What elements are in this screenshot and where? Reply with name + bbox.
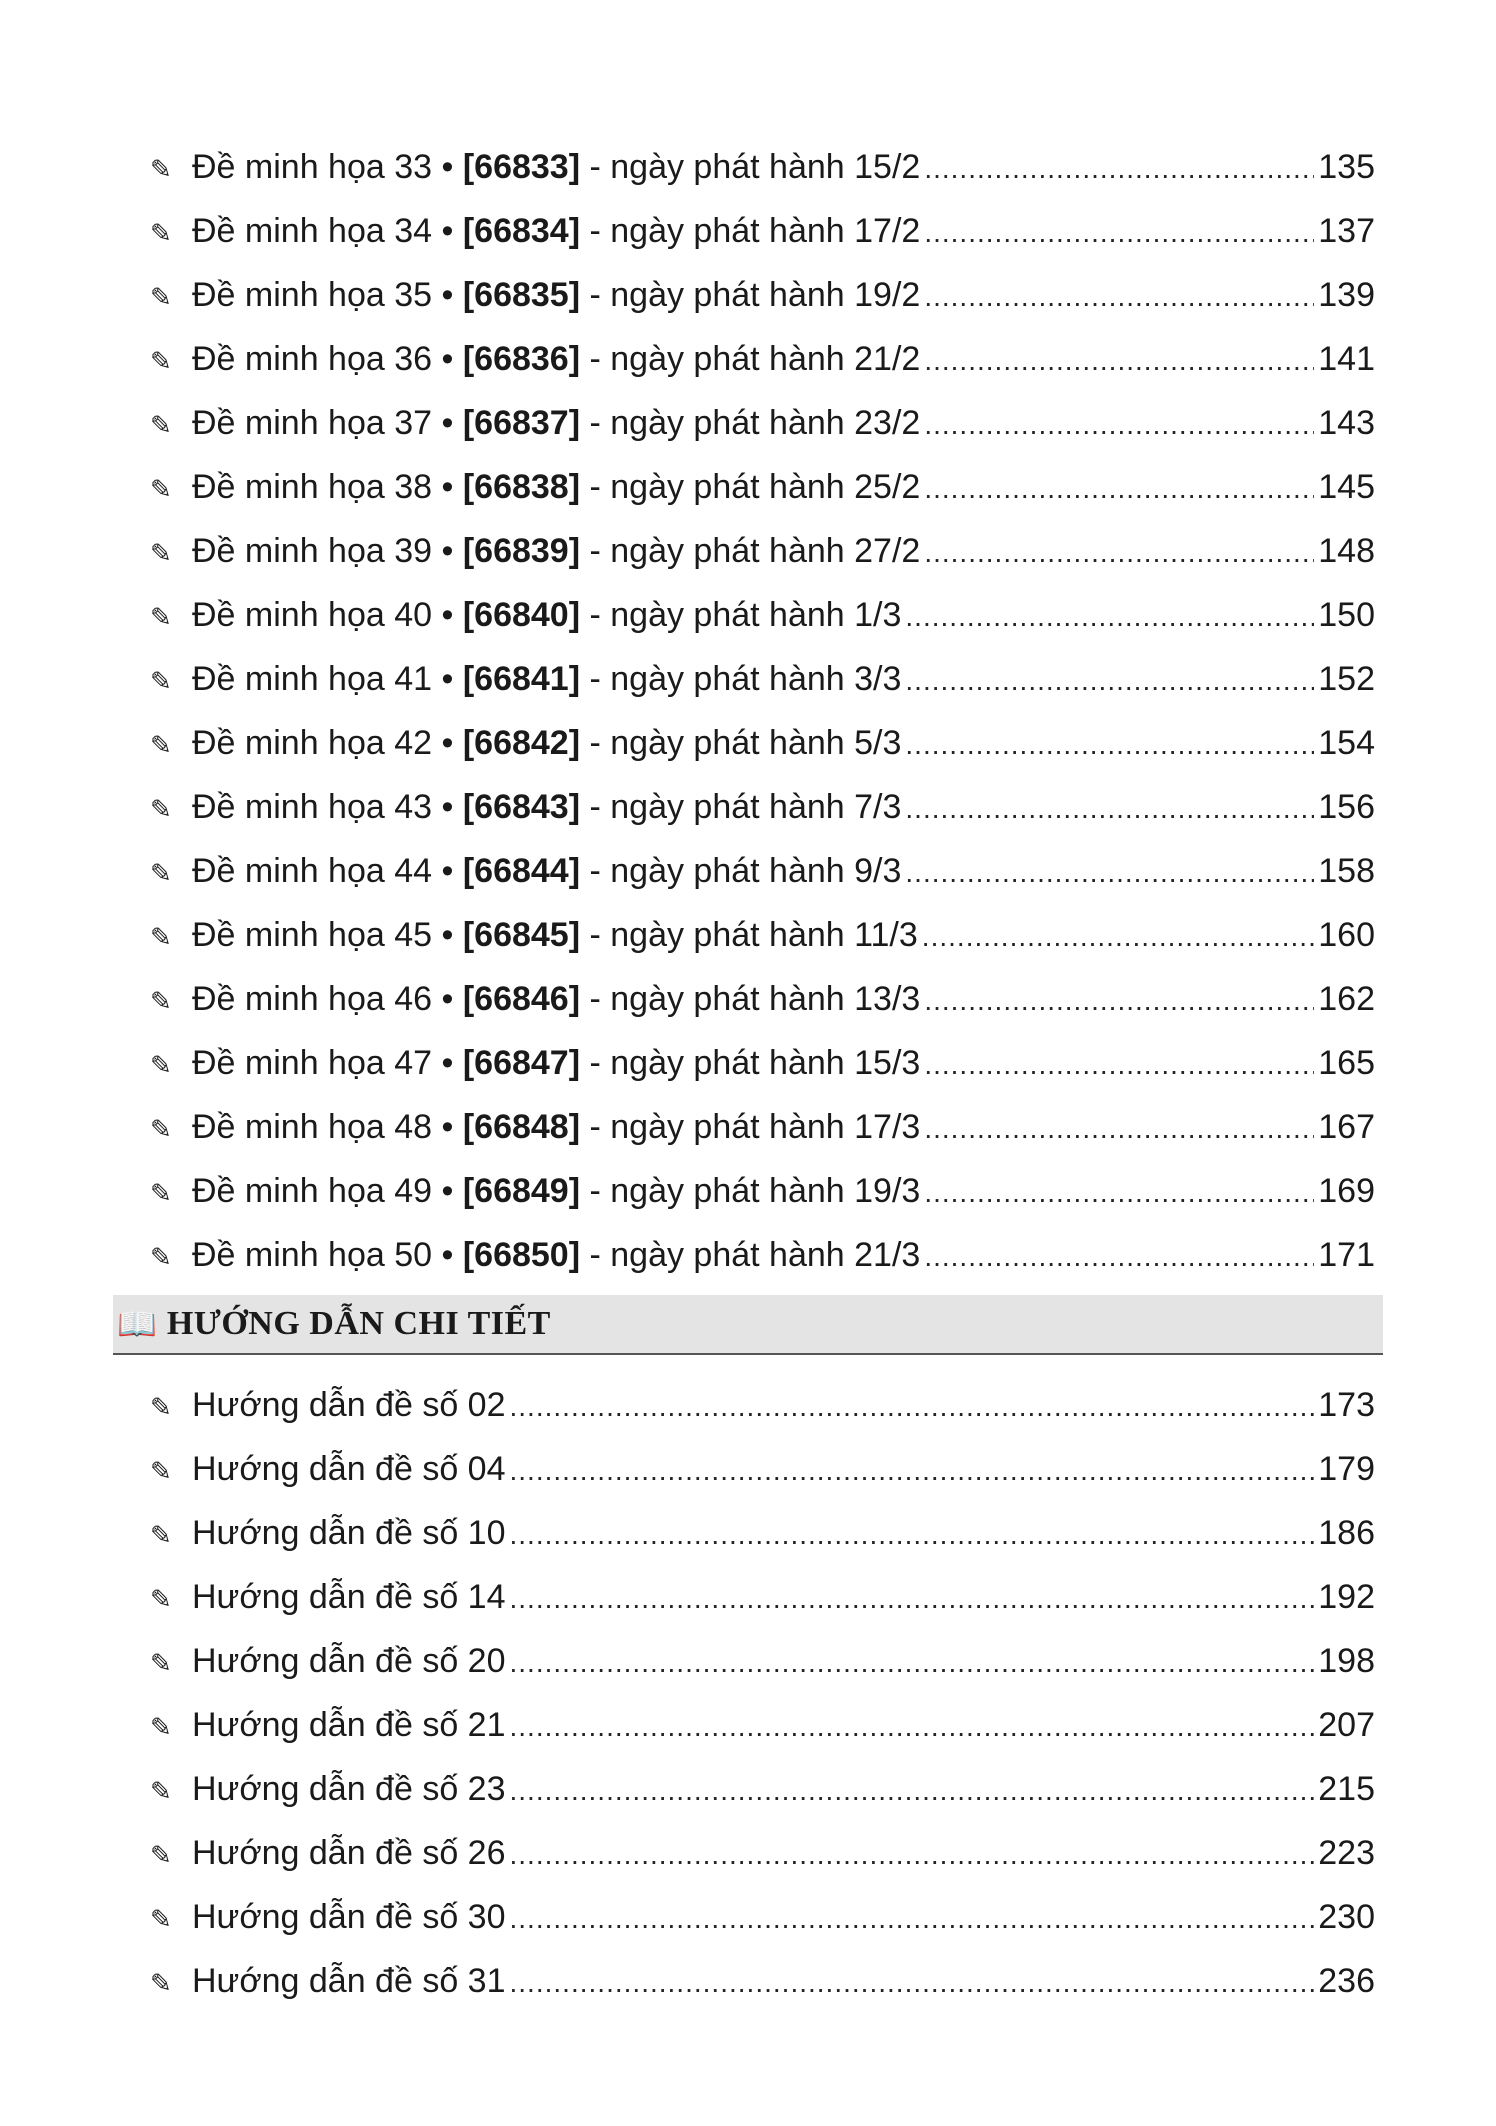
entry-prefix: Đề minh họa 42 • bbox=[192, 724, 463, 762]
toc-row[interactable] bbox=[150, 1437, 1375, 1501]
dot-leader bbox=[924, 1097, 1314, 1161]
dot-leader bbox=[905, 841, 1314, 905]
entry-prefix: Đề minh họa 34 • bbox=[192, 212, 463, 250]
entry-code: [66845] bbox=[462, 916, 581, 954]
page-number: 160 bbox=[1318, 916, 1375, 954]
toc-row[interactable] bbox=[150, 391, 1375, 455]
guide-label: Hướng dẫn đề số 23 bbox=[192, 1770, 506, 1808]
page-number: 165 bbox=[1318, 1044, 1375, 1082]
toc-entry-title bbox=[192, 1373, 506, 1437]
pencil-icon: ✎ bbox=[150, 219, 172, 249]
guide-label: Hướng dẫn đề số 21 bbox=[192, 1706, 506, 1744]
dot-leader bbox=[922, 905, 1314, 969]
entry-prefix: Đề minh họa 43 • bbox=[192, 788, 463, 826]
page-number: 156 bbox=[1318, 788, 1375, 826]
entry-code: [66844] bbox=[462, 852, 581, 890]
toc-entry-title bbox=[192, 455, 920, 519]
guide-label: Hướng dẫn đề số 31 bbox=[192, 1962, 506, 2000]
toc-row[interactable] bbox=[150, 1501, 1375, 1565]
toc-entry-title bbox=[192, 327, 920, 391]
entry-suffix: - ngày phát hành 19/2 bbox=[580, 276, 921, 314]
entry-code: [66849] bbox=[462, 1172, 581, 1210]
page-number: 162 bbox=[1318, 980, 1375, 1018]
toc-row[interactable] bbox=[150, 647, 1375, 711]
guide-label: Hướng dẫn đề số 20 bbox=[192, 1642, 506, 1680]
entry-prefix: Đề minh họa 33 • bbox=[192, 148, 463, 186]
dot-leader bbox=[510, 1503, 1315, 1567]
toc-row[interactable] bbox=[150, 1629, 1375, 1693]
toc-row[interactable] bbox=[150, 455, 1375, 519]
toc-entry-title bbox=[192, 647, 901, 711]
entry-prefix: Đề minh họa 35 • bbox=[192, 276, 463, 314]
page-number: 167 bbox=[1318, 1108, 1375, 1146]
pencil-icon: ✎ bbox=[150, 667, 172, 697]
toc-entry-title bbox=[192, 1031, 920, 1095]
dot-leader bbox=[510, 1759, 1315, 1823]
guide-label: Hướng dẫn đề số 10 bbox=[192, 1514, 506, 1552]
page-number: 143 bbox=[1318, 404, 1375, 442]
toc-entry-title bbox=[192, 1095, 920, 1159]
section-header bbox=[113, 1295, 1383, 1355]
entry-prefix: Đề minh họa 46 • bbox=[192, 980, 463, 1018]
entry-suffix: - ngày phát hành 27/2 bbox=[580, 532, 921, 570]
toc-entry-title bbox=[192, 775, 901, 839]
entry-code: [66836] bbox=[462, 340, 581, 378]
entry-code: [66839] bbox=[462, 532, 581, 570]
dot-leader bbox=[924, 457, 1314, 521]
dot-leader bbox=[510, 1375, 1315, 1439]
entry-code: [66838] bbox=[462, 468, 581, 506]
toc-entry-title bbox=[192, 519, 920, 583]
entry-suffix: - ngày phát hành 15/2 bbox=[580, 148, 921, 186]
entry-code: [66846] bbox=[462, 980, 581, 1018]
pencil-icon: ✎ bbox=[150, 1713, 172, 1743]
book-icon: 📖 bbox=[117, 1305, 157, 1343]
page-number: 215 bbox=[1318, 1770, 1375, 1808]
toc-row[interactable] bbox=[150, 711, 1375, 775]
entry-prefix: Đề minh họa 45 • bbox=[192, 916, 463, 954]
entry-code: [66841] bbox=[462, 660, 581, 698]
entry-prefix: Đề minh họa 48 • bbox=[192, 1108, 463, 1146]
toc-entry-title bbox=[192, 1821, 506, 1885]
guide-label: Hướng dẫn đề số 26 bbox=[192, 1834, 506, 1872]
toc-row[interactable] bbox=[150, 967, 1375, 1031]
toc-row[interactable] bbox=[150, 775, 1375, 839]
toc-entry-title bbox=[192, 583, 901, 647]
entry-prefix: Đề minh họa 36 • bbox=[192, 340, 463, 378]
pencil-icon: ✎ bbox=[150, 155, 172, 185]
page-number: 223 bbox=[1318, 1834, 1375, 1872]
entry-code: [66833] bbox=[462, 148, 581, 186]
dot-leader bbox=[510, 1823, 1315, 1887]
entry-suffix: - ngày phát hành 25/2 bbox=[580, 468, 921, 506]
entry-prefix: Đề minh họa 47 • bbox=[192, 1044, 463, 1082]
toc-entry-title bbox=[192, 1885, 506, 1949]
toc-row[interactable] bbox=[150, 1159, 1375, 1223]
toc-entry-title bbox=[192, 1949, 506, 2013]
page-number: 192 bbox=[1318, 1578, 1375, 1616]
page-number: 186 bbox=[1318, 1514, 1375, 1552]
entry-suffix: - ngày phát hành 1/3 bbox=[580, 596, 902, 634]
page-number: 150 bbox=[1318, 596, 1375, 634]
entry-prefix: Đề minh họa 50 • bbox=[192, 1236, 463, 1274]
entry-code: [66840] bbox=[462, 596, 581, 634]
toc-row[interactable] bbox=[150, 519, 1375, 583]
toc-row[interactable] bbox=[150, 1885, 1375, 1949]
entry-prefix: Đề minh họa 39 • bbox=[192, 532, 463, 570]
pencil-icon: ✎ bbox=[150, 1841, 172, 1871]
pencil-icon: ✎ bbox=[150, 539, 172, 569]
pencil-icon: ✎ bbox=[150, 923, 172, 953]
entry-code: [66842] bbox=[462, 724, 581, 762]
dot-leader bbox=[924, 1225, 1314, 1289]
entry-prefix: Đề minh họa 44 • bbox=[192, 852, 463, 890]
toc-row[interactable] bbox=[150, 327, 1375, 391]
pencil-icon: ✎ bbox=[150, 283, 172, 313]
pencil-icon: ✎ bbox=[150, 795, 172, 825]
entry-code: [66837] bbox=[462, 404, 581, 442]
pencil-icon: ✎ bbox=[150, 1243, 172, 1273]
toc-entry-title bbox=[192, 199, 920, 263]
toc-row[interactable] bbox=[150, 903, 1375, 967]
entry-suffix: - ngày phát hành 15/3 bbox=[580, 1044, 921, 1082]
page-number: 148 bbox=[1318, 532, 1375, 570]
toc-entry-title bbox=[192, 135, 920, 199]
page-number: 173 bbox=[1318, 1386, 1375, 1424]
dot-leader bbox=[924, 521, 1314, 585]
toc-row[interactable] bbox=[150, 199, 1375, 263]
dot-leader bbox=[510, 1631, 1315, 1695]
entry-suffix: - ngày phát hành 9/3 bbox=[580, 852, 902, 890]
toc-entry-title bbox=[192, 903, 918, 967]
toc-row[interactable] bbox=[150, 583, 1375, 647]
dot-leader bbox=[924, 393, 1314, 457]
dot-leader bbox=[924, 201, 1314, 265]
entry-prefix: Đề minh họa 49 • bbox=[192, 1172, 463, 1210]
dot-leader bbox=[924, 969, 1314, 1033]
pencil-icon: ✎ bbox=[150, 1521, 172, 1551]
entry-code: [66850] bbox=[462, 1236, 581, 1274]
entry-prefix: Đề minh họa 40 • bbox=[192, 596, 463, 634]
guide-label: Hướng dẫn đề số 30 bbox=[192, 1898, 506, 1936]
dot-leader bbox=[924, 329, 1314, 393]
entry-suffix: - ngày phát hành 7/3 bbox=[580, 788, 902, 826]
toc-row[interactable] bbox=[150, 839, 1375, 903]
guide-label: Hướng dẫn đề số 04 bbox=[192, 1450, 506, 1488]
pencil-icon: ✎ bbox=[150, 475, 172, 505]
toc-row[interactable] bbox=[150, 1223, 1375, 1287]
dot-leader bbox=[510, 1695, 1315, 1759]
entry-suffix: - ngày phát hành 11/3 bbox=[580, 916, 918, 954]
entry-prefix: Đề minh họa 38 • bbox=[192, 468, 463, 506]
page-number: 152 bbox=[1318, 660, 1375, 698]
entry-code: [66843] bbox=[462, 788, 581, 826]
dot-leader bbox=[510, 1887, 1315, 1951]
dot-leader bbox=[905, 585, 1314, 649]
toc-entry-title bbox=[192, 391, 920, 455]
dot-leader bbox=[510, 1439, 1315, 1503]
page-number: 141 bbox=[1318, 340, 1375, 378]
pencil-icon: ✎ bbox=[150, 1393, 172, 1423]
dot-leader bbox=[924, 1161, 1314, 1225]
page-number: 139 bbox=[1318, 276, 1375, 314]
toc-row[interactable] bbox=[150, 1949, 1375, 2013]
pencil-icon: ✎ bbox=[150, 1905, 172, 1935]
toc-entry-title bbox=[192, 711, 901, 775]
toc-entry-title bbox=[192, 1565, 506, 1629]
toc-entry-title bbox=[192, 1437, 506, 1501]
entry-suffix: - ngày phát hành 5/3 bbox=[580, 724, 902, 762]
toc-row[interactable] bbox=[150, 1757, 1375, 1821]
section-title: HƯỚNG DẪN CHI TIẾT bbox=[166, 1305, 551, 1342]
entry-prefix: Đề minh họa 41 • bbox=[192, 660, 463, 698]
dot-leader bbox=[905, 649, 1314, 713]
dot-leader bbox=[905, 713, 1314, 777]
toc-row[interactable] bbox=[150, 1821, 1375, 1885]
entry-suffix: - ngày phát hành 21/2 bbox=[580, 340, 921, 378]
pencil-icon: ✎ bbox=[150, 859, 172, 889]
pencil-icon: ✎ bbox=[150, 1585, 172, 1615]
toc-entry-title bbox=[192, 1501, 506, 1565]
pencil-icon: ✎ bbox=[150, 411, 172, 441]
guide-entries-list bbox=[150, 1373, 1375, 2013]
exam-entries-list bbox=[150, 135, 1375, 1287]
page-number: 230 bbox=[1318, 1898, 1375, 1936]
dot-leader bbox=[924, 137, 1314, 201]
toc-row[interactable] bbox=[150, 263, 1375, 327]
page-number: 169 bbox=[1318, 1172, 1375, 1210]
dot-leader bbox=[905, 777, 1314, 841]
entry-code: [66834] bbox=[462, 212, 581, 250]
entry-suffix: - ngày phát hành 17/2 bbox=[580, 212, 921, 250]
pencil-icon: ✎ bbox=[150, 603, 172, 633]
pencil-icon: ✎ bbox=[150, 731, 172, 761]
page-number: 135 bbox=[1318, 148, 1375, 186]
pencil-icon: ✎ bbox=[150, 1051, 172, 1081]
dot-leader bbox=[924, 265, 1314, 329]
dot-leader bbox=[510, 1567, 1315, 1631]
toc-entry-title bbox=[192, 1159, 920, 1223]
page-number: 158 bbox=[1318, 852, 1375, 890]
entry-suffix: - ngày phát hành 23/2 bbox=[580, 404, 921, 442]
entry-suffix: - ngày phát hành 19/3 bbox=[580, 1172, 921, 1210]
page-number: 236 bbox=[1318, 1962, 1375, 2000]
pencil-icon: ✎ bbox=[150, 1969, 172, 1999]
pencil-icon: ✎ bbox=[150, 1179, 172, 1209]
page-number: 154 bbox=[1318, 724, 1375, 762]
toc-entry-title bbox=[192, 1223, 920, 1287]
toc-entry-title bbox=[192, 1629, 506, 1693]
toc-entry-title bbox=[192, 839, 901, 903]
toc-entry-title bbox=[192, 1693, 506, 1757]
page-number: 171 bbox=[1318, 1236, 1375, 1274]
page-number: 198 bbox=[1318, 1642, 1375, 1680]
toc-entry-title bbox=[192, 263, 920, 327]
dot-leader bbox=[510, 1951, 1315, 2015]
page-number: 145 bbox=[1318, 468, 1375, 506]
toc-row[interactable] bbox=[150, 1031, 1375, 1095]
guide-label: Hướng dẫn đề số 14 bbox=[192, 1578, 506, 1616]
dot-leader bbox=[924, 1033, 1314, 1097]
pencil-icon: ✎ bbox=[150, 1457, 172, 1487]
page-number: 179 bbox=[1318, 1450, 1375, 1488]
entry-suffix: - ngày phát hành 13/3 bbox=[580, 980, 921, 1018]
toc-row[interactable] bbox=[150, 135, 1375, 199]
pencil-icon: ✎ bbox=[150, 347, 172, 377]
toc-row[interactable] bbox=[150, 1095, 1375, 1159]
page-number: 207 bbox=[1318, 1706, 1375, 1744]
toc-entry-title bbox=[192, 1757, 506, 1821]
entry-suffix: - ngày phát hành 3/3 bbox=[580, 660, 902, 698]
entry-code: [66848] bbox=[462, 1108, 581, 1146]
page-number: 137 bbox=[1318, 212, 1375, 250]
pencil-icon: ✎ bbox=[150, 987, 172, 1017]
entry-suffix: - ngày phát hành 21/3 bbox=[580, 1236, 921, 1274]
entry-code: [66847] bbox=[462, 1044, 581, 1082]
pencil-icon: ✎ bbox=[150, 1777, 172, 1807]
pencil-icon: ✎ bbox=[150, 1649, 172, 1679]
toc-row[interactable] bbox=[150, 1373, 1375, 1437]
entry-suffix: - ngày phát hành 17/3 bbox=[580, 1108, 921, 1146]
toc-row[interactable] bbox=[150, 1693, 1375, 1757]
entry-code: [66835] bbox=[462, 276, 581, 314]
pencil-icon: ✎ bbox=[150, 1115, 172, 1145]
toc-row[interactable] bbox=[150, 1565, 1375, 1629]
toc-entry-title bbox=[192, 967, 920, 1031]
guide-label: Hướng dẫn đề số 02 bbox=[192, 1386, 506, 1424]
entry-prefix: Đề minh họa 37 • bbox=[192, 404, 463, 442]
